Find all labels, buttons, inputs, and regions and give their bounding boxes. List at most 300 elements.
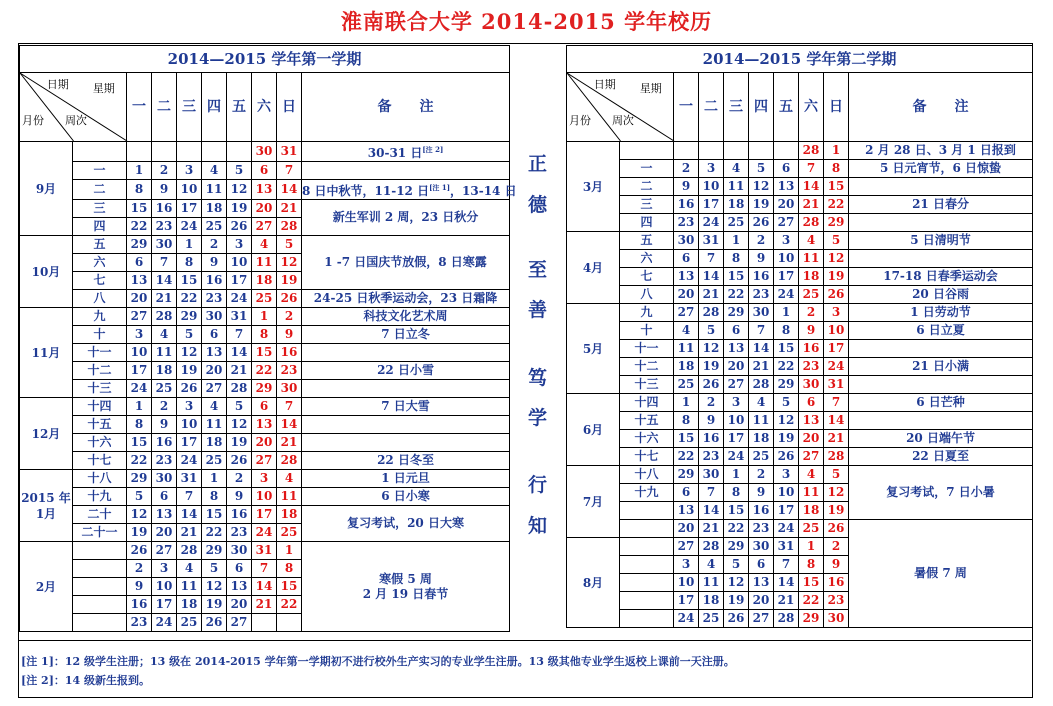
calendar-row xyxy=(567,412,1033,430)
day-cell: 5 xyxy=(227,398,252,416)
day-cell: 28 xyxy=(277,452,302,470)
remark-cell xyxy=(849,250,1033,268)
weekday-header: 日 xyxy=(277,73,302,142)
day-cell: 25 xyxy=(799,520,824,538)
day-cell: 11 xyxy=(177,578,202,596)
day-cell: 31 xyxy=(699,232,724,250)
day-cell: 23 xyxy=(277,362,302,380)
day-cell xyxy=(277,614,302,632)
day-cell: 18 xyxy=(202,434,227,452)
day-cell: 14 xyxy=(277,180,302,200)
header-corner xyxy=(20,73,127,142)
day-cell: 20 xyxy=(252,200,277,218)
day-cell: 10 xyxy=(674,574,699,592)
calendar-row xyxy=(20,200,510,218)
day-cell: 15 xyxy=(177,272,202,290)
month-cell: 10月 xyxy=(20,236,73,308)
day-cell: 12 xyxy=(227,180,252,200)
day-cell: 30 xyxy=(699,466,724,484)
day-cell: 9 xyxy=(127,578,152,596)
day-cell: 28 xyxy=(227,380,252,398)
calendar-row xyxy=(567,160,1033,178)
day-cell: 21 xyxy=(152,290,177,308)
weekday-header: 四 xyxy=(749,73,774,142)
day-cell: 4 xyxy=(152,326,177,344)
weekday-header: 三 xyxy=(724,73,749,142)
weekday-header: 一 xyxy=(127,73,152,142)
day-cell: 24 xyxy=(674,610,699,628)
calendar-row xyxy=(20,470,510,488)
remark-cell: 1 日劳动节 xyxy=(849,304,1033,322)
motto-char: 善 xyxy=(527,299,547,321)
week-number: 三 xyxy=(620,196,674,214)
day-cell: 25 xyxy=(152,380,177,398)
day-cell: 1 xyxy=(277,542,302,560)
day-cell: 28 xyxy=(177,542,202,560)
day-cell: 14 xyxy=(277,416,302,434)
day-cell: 16 xyxy=(202,272,227,290)
remark-cell: 1 -7 日国庆节放假，8 日寒露 xyxy=(302,236,510,290)
day-cell: 20 xyxy=(724,358,749,376)
remark-cell: 复习考试，20 日大寒 xyxy=(302,506,510,542)
week-number: 七 xyxy=(620,268,674,286)
day-cell: 27 xyxy=(202,380,227,398)
day-cell: 1 xyxy=(774,304,799,322)
week-label: 周次 xyxy=(611,114,634,127)
day-cell: 5 xyxy=(277,236,302,254)
day-cell: 30 xyxy=(799,376,824,394)
day-cell: 13 xyxy=(127,272,152,290)
day-cell: 17 xyxy=(177,200,202,218)
day-cell: 18 xyxy=(202,200,227,218)
day-cell: 28 xyxy=(799,214,824,232)
day-cell: 18 xyxy=(724,196,749,214)
remark-cell: 17-18 日春季运动会 xyxy=(849,268,1033,286)
day-cell: 21 xyxy=(699,520,724,538)
day-cell: 13 xyxy=(202,344,227,362)
day-cell xyxy=(127,142,152,162)
weekday-label: 星期 xyxy=(639,82,662,95)
day-cell: 27 xyxy=(127,308,152,326)
day-cell: 13 xyxy=(227,578,252,596)
day-cell: 25 xyxy=(177,614,202,632)
day-cell: 17 xyxy=(724,430,749,448)
day-cell: 22 xyxy=(277,596,302,614)
day-cell: 26 xyxy=(277,290,302,308)
day-cell: 8 xyxy=(177,254,202,272)
day-cell xyxy=(177,142,202,162)
day-cell: 10 xyxy=(774,484,799,502)
day-cell: 22 xyxy=(202,524,227,542)
day-cell: 14 xyxy=(774,574,799,592)
day-cell: 8 xyxy=(724,484,749,502)
day-cell: 18 xyxy=(177,596,202,614)
day-cell: 1 xyxy=(724,466,749,484)
weekday-header: 日 xyxy=(824,73,849,142)
day-cell: 31 xyxy=(252,542,277,560)
week-number: 六 xyxy=(620,250,674,268)
day-cell: 9 xyxy=(699,412,724,430)
day-cell: 14 xyxy=(824,412,849,430)
calendar-row xyxy=(20,344,510,362)
day-cell: 28 xyxy=(699,538,724,556)
day-cell: 19 xyxy=(227,434,252,452)
day-cell: 8 xyxy=(674,412,699,430)
day-cell: 7 xyxy=(152,254,177,272)
day-cell: 6 xyxy=(799,394,824,412)
day-cell: 12 xyxy=(227,416,252,434)
day-cell: 13 xyxy=(674,502,699,520)
day-cell: 9 xyxy=(749,250,774,268)
day-cell: 2 xyxy=(749,466,774,484)
day-cell: 5 xyxy=(699,322,724,340)
week-number: 四 xyxy=(73,218,127,236)
day-cell: 19 xyxy=(824,268,849,286)
day-cell: 27 xyxy=(799,448,824,466)
day-cell: 10 xyxy=(824,322,849,340)
day-cell: 18 xyxy=(799,502,824,520)
day-cell: 18 xyxy=(252,272,277,290)
day-cell: 19 xyxy=(774,430,799,448)
week-number: 九 xyxy=(620,304,674,322)
calendar-row xyxy=(567,430,1033,448)
month-cell: 2015 年 1月 xyxy=(20,470,73,542)
day-cell: 21 xyxy=(749,358,774,376)
day-cell: 9 xyxy=(674,178,699,196)
remark-cell: 暑假 7 周 xyxy=(849,520,1033,628)
day-cell: 5 xyxy=(774,394,799,412)
calendar-row xyxy=(20,236,510,254)
day-cell: 31 xyxy=(774,538,799,556)
day-cell: 11 xyxy=(749,412,774,430)
calendar-row xyxy=(20,180,510,200)
day-cell: 30 xyxy=(749,304,774,322)
day-cell: 11 xyxy=(152,344,177,362)
month-cell: 7月 xyxy=(567,466,620,538)
day-cell: 2 xyxy=(127,560,152,578)
day-cell: 27 xyxy=(674,538,699,556)
week-number: 七 xyxy=(73,272,127,290)
remark-cell xyxy=(302,344,510,362)
day-cell: 4 xyxy=(724,160,749,178)
day-cell xyxy=(724,142,749,160)
weekday-header: 二 xyxy=(699,73,724,142)
week-number: 十五 xyxy=(73,416,127,434)
day-cell: 12 xyxy=(202,578,227,596)
remark-cell: 22 日夏至 xyxy=(849,448,1033,466)
day-cell: 1 xyxy=(202,470,227,488)
day-cell: 15 xyxy=(127,434,152,452)
day-cell: 20 xyxy=(227,596,252,614)
week-number: 六 xyxy=(73,254,127,272)
remark-cell: 5 日元宵节，6 日惊蛰 xyxy=(849,160,1033,178)
month-cell: 4月 xyxy=(567,232,620,304)
day-cell: 21 xyxy=(824,430,849,448)
day-cell: 16 xyxy=(227,506,252,524)
remark-cell: 6 日小寒 xyxy=(302,488,510,506)
day-cell: 23 xyxy=(674,214,699,232)
day-cell: 7 xyxy=(774,556,799,574)
day-cell: 25 xyxy=(699,610,724,628)
day-cell: 24 xyxy=(724,448,749,466)
remark-cell: 30-31 日[注 2] xyxy=(302,142,510,162)
day-cell: 16 xyxy=(799,340,824,358)
remark-cell: 新生军训 2 周，23 日秋分 xyxy=(302,200,510,236)
day-cell: 3 xyxy=(177,162,202,180)
day-cell: 26 xyxy=(774,448,799,466)
week-number: 十七 xyxy=(73,452,127,470)
day-cell: 24 xyxy=(252,524,277,542)
day-cell xyxy=(674,142,699,160)
day-cell: 17 xyxy=(127,362,152,380)
week-number: 十四 xyxy=(620,394,674,412)
calendar-row xyxy=(567,322,1033,340)
week-number: 十六 xyxy=(73,434,127,452)
day-cell: 20 xyxy=(749,592,774,610)
weekday-header: 六 xyxy=(799,73,824,142)
remark-cell: 22 日小雪 xyxy=(302,362,510,380)
day-cell: 13 xyxy=(749,574,774,592)
day-cell: 7 xyxy=(177,488,202,506)
day-cell: 12 xyxy=(177,344,202,362)
remark-cell: 1 日元旦 xyxy=(302,470,510,488)
week-number xyxy=(73,596,127,614)
day-cell: 22 xyxy=(127,218,152,236)
day-cell: 26 xyxy=(202,614,227,632)
day-cell: 12 xyxy=(749,178,774,196)
week-number xyxy=(620,592,674,610)
day-cell xyxy=(749,142,774,160)
month-cell: 11月 xyxy=(20,308,73,398)
day-cell: 25 xyxy=(749,448,774,466)
day-cell: 28 xyxy=(152,308,177,326)
day-cell: 27 xyxy=(227,614,252,632)
day-cell: 28 xyxy=(824,448,849,466)
week-number: 三 xyxy=(73,200,127,218)
day-cell: 9 xyxy=(227,488,252,506)
day-cell: 27 xyxy=(749,610,774,628)
day-cell: 10 xyxy=(152,578,177,596)
day-cell: 6 xyxy=(749,556,774,574)
day-cell: 28 xyxy=(799,142,824,160)
day-cell: 5 xyxy=(824,466,849,484)
week-number: 十九 xyxy=(620,484,674,502)
day-cell: 3 xyxy=(252,470,277,488)
weekday-header: 四 xyxy=(202,73,227,142)
day-cell: 17 xyxy=(177,434,202,452)
day-cell: 29 xyxy=(127,236,152,254)
day-cell: 24 xyxy=(152,614,177,632)
week-number: 十六 xyxy=(620,430,674,448)
remark-cell: 21 日小满 xyxy=(849,358,1033,376)
week-number: 十 xyxy=(73,326,127,344)
motto-char: 学 xyxy=(527,407,547,429)
motto-char: 至 xyxy=(527,259,547,281)
day-cell: 4 xyxy=(799,232,824,250)
day-cell: 2 xyxy=(799,304,824,322)
day-cell: 24 xyxy=(699,214,724,232)
day-cell: 30 xyxy=(227,542,252,560)
footnote-2: [注 2]：14 级新生报到。 xyxy=(21,674,151,687)
calendar-row xyxy=(567,358,1033,376)
day-cell: 30 xyxy=(202,308,227,326)
day-cell: 10 xyxy=(177,416,202,434)
semester-2-table xyxy=(566,45,1033,628)
day-cell: 31 xyxy=(177,470,202,488)
day-cell: 6 xyxy=(674,484,699,502)
day-cell: 18 xyxy=(799,268,824,286)
month-label: 月份 xyxy=(569,114,591,127)
week-number xyxy=(73,578,127,596)
motto-column xyxy=(509,45,566,637)
day-cell: 17 xyxy=(824,340,849,358)
day-cell: 7 xyxy=(749,322,774,340)
day-cell: 20 xyxy=(202,362,227,380)
week-number: 十三 xyxy=(620,376,674,394)
day-cell: 14 xyxy=(152,272,177,290)
day-cell: 30 xyxy=(252,142,277,162)
day-cell: 7 xyxy=(277,162,302,180)
day-cell: 2 xyxy=(674,160,699,178)
remark-cell xyxy=(849,340,1033,358)
day-cell: 15 xyxy=(724,268,749,286)
day-cell: 25 xyxy=(252,290,277,308)
day-cell: 9 xyxy=(152,416,177,434)
day-cell: 20 xyxy=(674,286,699,304)
day-cell: 27 xyxy=(774,214,799,232)
day-cell: 22 xyxy=(774,358,799,376)
remarks-header: 备 注 xyxy=(849,73,1033,142)
day-cell: 27 xyxy=(252,218,277,236)
day-cell: 15 xyxy=(824,178,849,196)
calendar-row xyxy=(567,340,1033,358)
day-cell: 11 xyxy=(799,250,824,268)
week-number xyxy=(73,614,127,632)
day-cell: 29 xyxy=(202,542,227,560)
day-cell: 7 xyxy=(699,484,724,502)
day-cell: 30 xyxy=(277,380,302,398)
day-cell: 20 xyxy=(674,520,699,538)
day-cell: 23 xyxy=(152,218,177,236)
day-cell: 29 xyxy=(252,380,277,398)
month-cell: 8月 xyxy=(567,538,620,628)
weekday-header: 五 xyxy=(774,73,799,142)
day-cell: 5 xyxy=(202,560,227,578)
day-cell: 7 xyxy=(252,560,277,578)
day-cell: 5 xyxy=(227,162,252,180)
day-cell: 6 xyxy=(252,398,277,416)
day-cell: 6 xyxy=(127,254,152,272)
week-number xyxy=(73,542,127,560)
day-cell: 6 xyxy=(152,488,177,506)
day-cell xyxy=(774,142,799,160)
remark-cell xyxy=(302,434,510,452)
day-cell: 14 xyxy=(252,578,277,596)
day-cell: 17 xyxy=(674,592,699,610)
day-cell: 22 xyxy=(177,290,202,308)
day-cell: 24 xyxy=(177,218,202,236)
day-cell: 20 xyxy=(774,196,799,214)
day-cell: 5 xyxy=(177,326,202,344)
day-cell: 12 xyxy=(127,506,152,524)
calendar-row xyxy=(20,308,510,326)
day-cell: 28 xyxy=(699,304,724,322)
month-cell: 6月 xyxy=(567,394,620,466)
day-cell: 19 xyxy=(749,196,774,214)
day-cell: 9 xyxy=(799,322,824,340)
remark-cell: 20 日谷雨 xyxy=(849,286,1033,304)
day-cell: 2 xyxy=(699,394,724,412)
weekday-header: 六 xyxy=(252,73,277,142)
day-cell: 27 xyxy=(674,304,699,322)
week-number xyxy=(620,556,674,574)
week-number xyxy=(73,142,127,162)
day-cell: 4 xyxy=(749,394,774,412)
day-cell: 23 xyxy=(699,448,724,466)
day-cell: 15 xyxy=(202,506,227,524)
day-cell: 9 xyxy=(824,556,849,574)
week-number: 二十一 xyxy=(73,524,127,542)
day-cell: 6 xyxy=(252,162,277,180)
day-cell: 19 xyxy=(277,272,302,290)
day-cell: 13 xyxy=(799,412,824,430)
week-number: 十一 xyxy=(73,344,127,362)
calendar-row xyxy=(20,434,510,452)
day-cell: 1 xyxy=(177,236,202,254)
day-cell: 3 xyxy=(774,232,799,250)
day-cell: 29 xyxy=(774,376,799,394)
month-label: 月份 xyxy=(22,114,44,127)
day-cell: 1 xyxy=(127,398,152,416)
month-cell: 2月 xyxy=(20,542,73,632)
motto-char: 行 xyxy=(527,474,547,496)
week-number: 十三 xyxy=(73,380,127,398)
day-cell: 27 xyxy=(724,376,749,394)
remark-cell: 8 日中秋节，11-12 日[注 1]，13-14 日 xyxy=(302,180,510,200)
day-cell: 5 xyxy=(749,160,774,178)
day-cell: 15 xyxy=(674,430,699,448)
calendar-row xyxy=(20,488,510,506)
remark-cell: 20 日端午节 xyxy=(849,430,1033,448)
day-cell: 9 xyxy=(152,180,177,200)
day-cell: 21 xyxy=(277,200,302,218)
day-cell: 29 xyxy=(177,308,202,326)
day-cell: 23 xyxy=(127,614,152,632)
footnote-1: [注 1]：12 级学生注册；13 级在 2014-2015 学年第一学期初不进行校外生产实习的专业学生注册。13 级其他专业学生返校上课前一天注册。 xyxy=(21,655,735,668)
week-number xyxy=(620,520,674,538)
day-cell: 2 xyxy=(227,470,252,488)
remark-cell: 5 日清明节 xyxy=(849,232,1033,250)
day-cell xyxy=(202,142,227,162)
semester-title: 2014—2015 学年第一学期 xyxy=(20,46,510,73)
remark-cell: 6 日立夏 xyxy=(849,322,1033,340)
day-cell: 12 xyxy=(774,412,799,430)
day-cell: 23 xyxy=(799,358,824,376)
motto-char: 德 xyxy=(527,194,547,216)
day-cell: 26 xyxy=(127,542,152,560)
day-cell: 24 xyxy=(774,520,799,538)
day-cell: 6 xyxy=(202,326,227,344)
day-cell: 3 xyxy=(177,398,202,416)
day-cell: 8 xyxy=(799,556,824,574)
week-label: 周次 xyxy=(64,114,87,127)
weekday-header: 二 xyxy=(152,73,177,142)
day-cell: 3 xyxy=(127,326,152,344)
day-cell: 28 xyxy=(749,376,774,394)
day-cell: 25 xyxy=(724,214,749,232)
day-cell: 23 xyxy=(824,592,849,610)
calendar-row xyxy=(20,326,510,344)
